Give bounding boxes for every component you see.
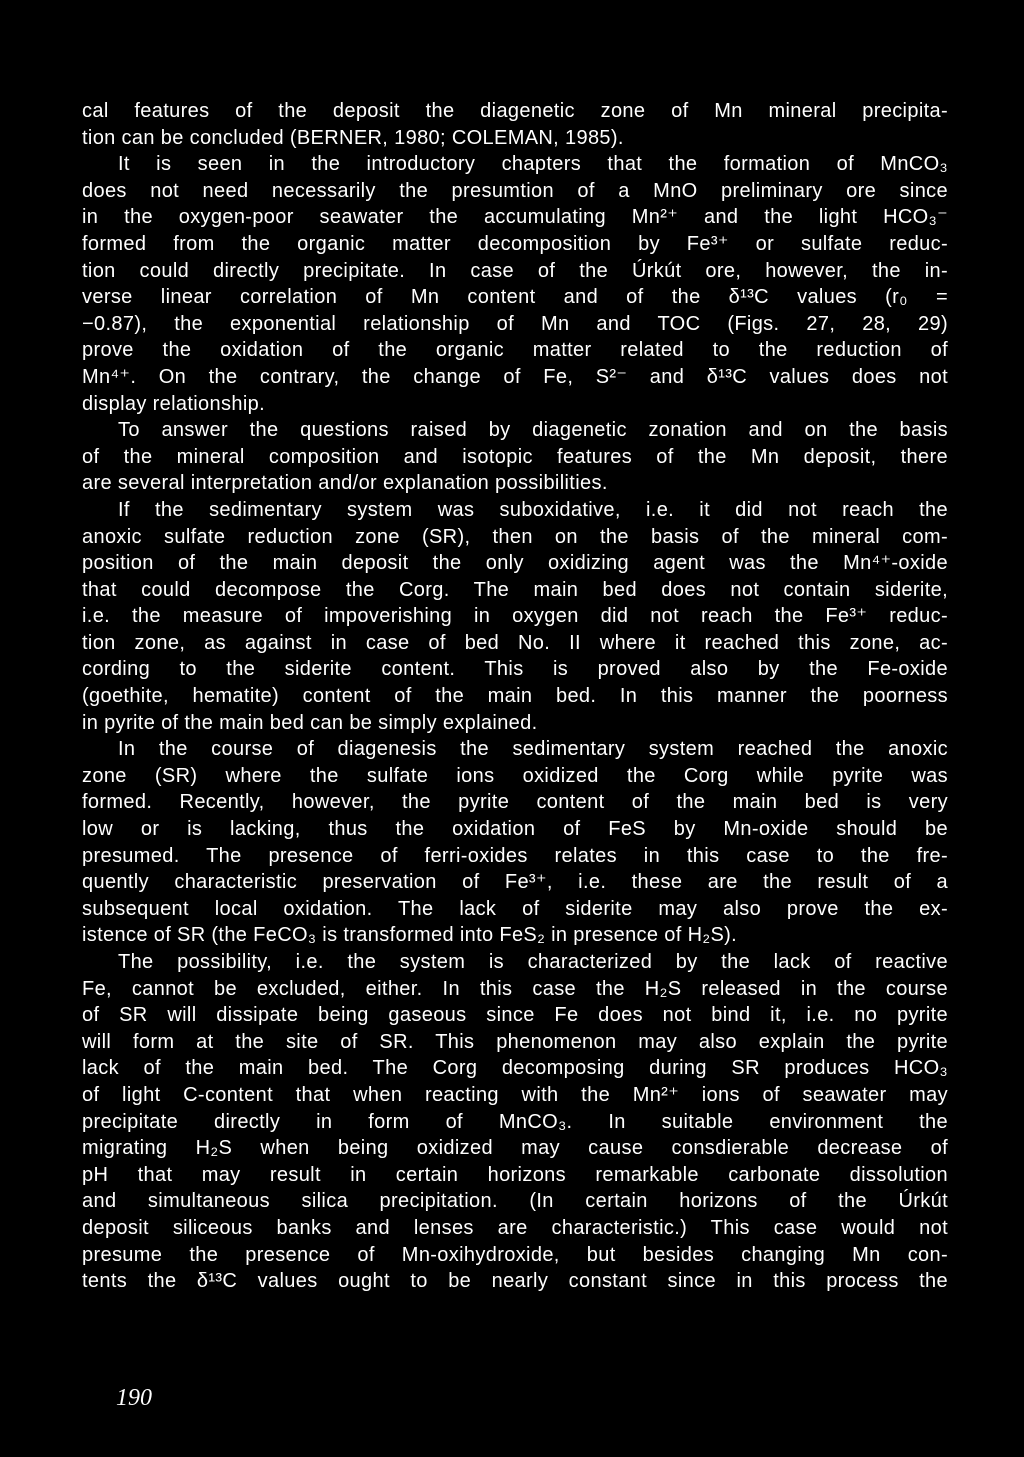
text-line: Fe, cannot be excluded, either. In this case the H₂S released in the course	[82, 977, 948, 1000]
text-line: zone (SR) where the sulfate ions oxidized the Corg while pyrite was	[82, 764, 948, 787]
page-number: 190	[116, 1385, 152, 1411]
text-line: of the mineral composition and isotopic features of the Mn deposit, there	[82, 445, 948, 468]
text-line: and simultaneous silica precipitation. (In certain horizons of the Úrkút	[82, 1190, 948, 1213]
text-line: Mn⁴⁺. On the contrary, the change of Fe, S²⁻ and δ¹³C values does not	[82, 365, 948, 388]
text-line: tents the δ¹³C values ought to be nearly constant since in this process the	[82, 1270, 948, 1293]
text-line: low or is lacking, thus the oxidation of FeS by Mn-oxide should be	[82, 818, 948, 841]
text-line: of SR will dissipate being gaseous since Fe does not bind it, i.e. no pyrite	[82, 1004, 948, 1027]
text-line: subsequent local oxidation. The lack of siderite may also prove the ex-	[82, 897, 948, 920]
text-line: tion can be concluded (BERNER, 1980; COLEMAN, 1985).	[82, 126, 624, 149]
text-line: of light C-content that when reacting with the Mn²⁺ ions of seawater may	[82, 1083, 948, 1106]
text-line: pH that may result in certain horizons remarkable carbonate dissolution	[82, 1163, 948, 1186]
text-line: that could decompose the Corg. The main bed does not contain siderite,	[82, 578, 948, 601]
text-line: in the oxygen-poor seawater the accumulating Mn²⁺ and the light HCO₃⁻	[82, 206, 948, 229]
text-line: lack of the main bed. The Corg decomposing during SR produces HCO₃	[82, 1057, 948, 1080]
text-line: (goethite, hematite) content of the main bed. In this manner the poorness	[82, 685, 948, 708]
text-line: formed. Recently, however, the pyrite content of the main bed is very	[82, 791, 948, 814]
text-line: are several interpretation and/or explanation possibilities.	[82, 472, 608, 495]
text-line: presume the presence of Mn-oxihydroxide, but besides changing Mn con-	[82, 1243, 948, 1266]
text-line: quently characteristic preservation of Fe³⁺, i.e. these are the result of a	[82, 871, 948, 894]
text-line: It is seen in the introductory chapters that the formation of MnCO₃	[118, 153, 948, 176]
text-line: migrating H₂S when being oxidized may cause consdierable decrease of	[82, 1137, 948, 1160]
text-line: precipitate directly in form of MnCO₃. In suitable environment the	[82, 1110, 948, 1133]
text-line: verse linear correlation of Mn content and of the δ¹³C values (r₀ =	[82, 286, 948, 309]
page-body-text	[82, 98, 948, 1295]
text-line: cording to the siderite content. This is proved also by the Fe-oxide	[82, 658, 948, 681]
text-line: position of the main deposit the only oxidizing agent was the Mn⁴⁺-oxide	[82, 552, 948, 575]
text-line: tion could directly precipitate. In case of the Úrkút ore, however, the in-	[82, 259, 948, 282]
text-line: The possibility, i.e. the system is characterized by the lack of reactive	[118, 951, 948, 973]
text-line: presumed. The presence of ferri-oxides relates in this case to the fre-	[82, 844, 948, 867]
text-line: formed from the organic matter decomposition by Fe³⁺ or sulfate reduc-	[82, 232, 948, 255]
text-line: anoxic sulfate reduction zone (SR), then on the basis of the mineral com-	[82, 525, 948, 548]
text-line: If the sedimentary system was suboxidative, i.e. it did not reach the	[118, 498, 948, 521]
text-line: cal features of the deposit the diagenetic zone of Mn mineral precipita-	[82, 100, 948, 122]
text-line: display relationship.	[82, 392, 266, 415]
text-line: prove the oxidation of the organic matter related to the reduction of	[82, 339, 948, 362]
text-line: does not need necessarily the presumtion of a MnO preliminary ore since	[82, 179, 948, 202]
text-line: tion zone, as against in case of bed No. II where it reached this zone, ac-	[82, 631, 948, 654]
text-line: In the course of diagenesis the sedimentary system reached the anoxic	[118, 738, 948, 761]
text-line: istence of SR (the FeCO₃ is transformed into FeS₂ in presence of H₂S).	[82, 924, 738, 947]
text-line: −0.87), the exponential relationship of Mn and TOC (Figs. 27, 28, 29)	[82, 312, 948, 335]
text-line: will form at the site of SR. This phenomenon may also explain the pyrite	[82, 1030, 948, 1053]
text-line: i.e. the measure of impoverishing in oxygen did not reach the Fe³⁺ reduc-	[82, 605, 948, 628]
text-line: in pyrite of the main bed can be simply explained.	[82, 711, 538, 734]
text-line: To answer the questions raised by diagenetic zonation and on the basis	[118, 419, 948, 442]
text-line: deposit siliceous banks and lenses are characteristic.) This case would not	[82, 1216, 948, 1239]
